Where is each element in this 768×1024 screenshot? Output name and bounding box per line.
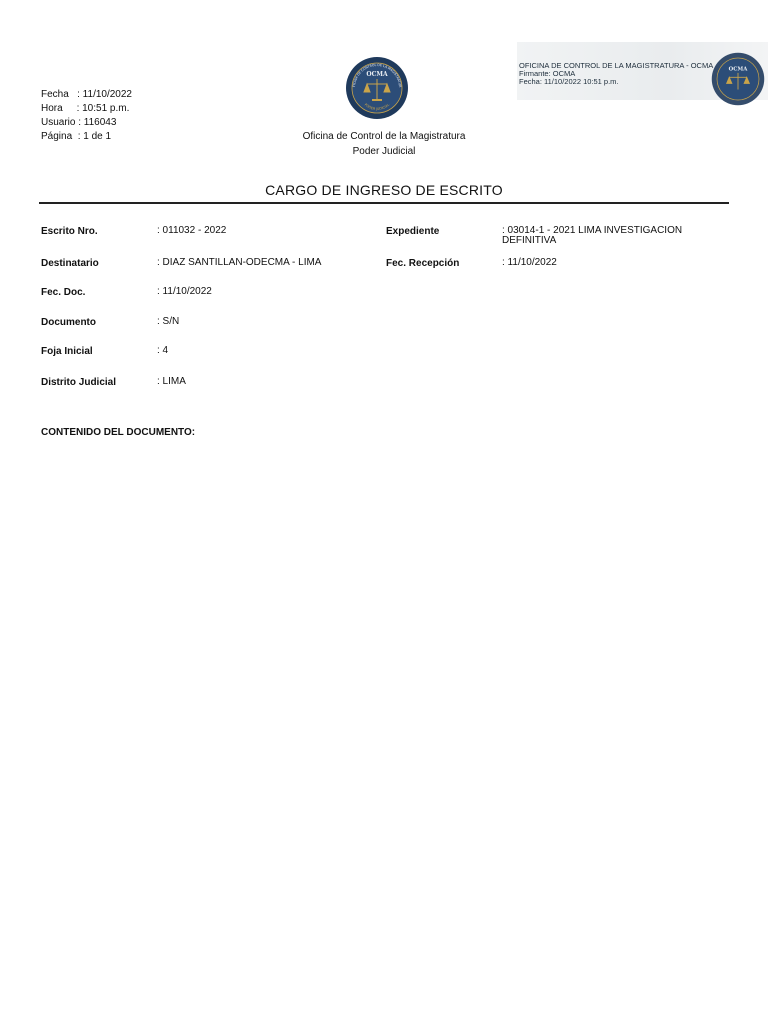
meta-usuario: Usuario : 116043 [41,117,117,128]
org-parent: Poder Judicial [352,145,416,157]
expediente-label: Expediente [386,226,440,237]
org-name: Oficina de Control de la Magistratura [302,131,466,142]
escrito-label: Escrito Nro. [41,226,98,237]
fec-doc-label: Fec. Doc. [41,287,86,298]
destinatario-value: : DIAZ SANTILLAN-ODECMA - LIMA [157,257,322,268]
foja-inicial-label: Foja Inicial [41,346,93,357]
documento-value: : S/N [157,316,180,327]
signature-seal-icon [710,51,766,107]
expediente-value [502,226,682,246]
contenido-heading: CONTENIDO DEL DOCUMENTO: [41,427,196,438]
meta-pagina: Página : 1 de 1 [41,131,112,142]
meta-hora: Hora : 10:51 p.m. [41,103,130,114]
ocma-seal-logo [345,56,409,120]
organization-header [284,130,484,159]
expediente-value-line1: : 03014-1 - 2021 LIMA INVESTIGACION [502,225,683,236]
signature-issuer: OFICINA DE CONTROL DE LA MAGISTRATURA - OCMA [519,61,714,70]
signature-date: Fecha: 11/10/2022 10:51 p.m. [519,77,619,87]
digital-signature-stamp [517,42,768,100]
signature-signer: Firmante: OCMA [519,69,576,79]
foja-inicial-value: : 4 [157,345,169,356]
fec-recepcion-value: : 11/10/2022 [502,257,557,268]
fec-recepcion-label: Fec. Recepción [386,258,460,269]
svg-text:PODER JUDICIAL: PODER JUDICIAL [363,102,391,112]
svg-text:OCMA: OCMA [366,71,388,78]
svg-text:OCMA: OCMA [728,66,748,73]
distrito-judicial-value: : LIMA [157,376,186,387]
document-title: CARGO DE INGRESO DE ESCRITO [265,182,503,198]
documento-label: Documento [41,317,96,328]
document-metadata [41,88,132,144]
meta-fecha: Fecha : 11/10/2022 [41,89,132,100]
svg-text:OFICINA DE CONTROL DE LA MAGIS: FICINA DE CONTROL DE LA MAGISTRATUR [352,62,403,88]
fec-doc-value: : 11/10/2022 [157,286,212,297]
destinatario-label: Destinatario [41,258,99,269]
expediente-value-line2: DEFINITIVA [502,235,557,246]
title-divider [39,202,729,204]
escrito-value: : 011032 - 2022 [157,225,227,236]
distrito-judicial-label: Distrito Judicial [41,377,117,388]
signature-text [519,62,713,87]
